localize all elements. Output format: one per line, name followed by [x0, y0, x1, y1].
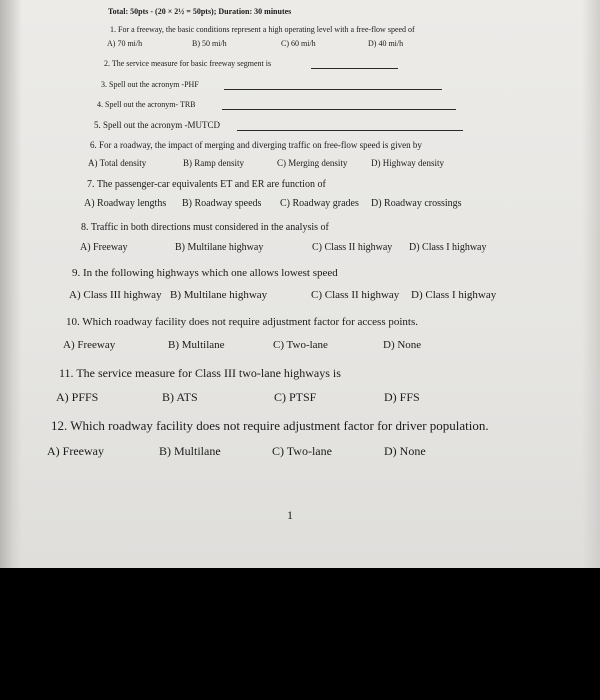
question-8-option-d: D) Class I highway — [409, 242, 487, 253]
question-9-text: 9. In the following highways which one allows lowest speed — [72, 267, 338, 279]
question-12-option-d: D) None — [384, 444, 426, 458]
page-number: 1 — [287, 508, 293, 522]
question-10-text: 10. Which roadway facility does not require adjustment factor for access points. — [66, 316, 418, 328]
question-1-option-d: D) 40 mi/h — [368, 39, 404, 48]
question-10-option-b: B) Multilane — [168, 339, 225, 351]
question-1-option-a: A) 70 mi/h — [107, 39, 143, 48]
question-11-text: 11. The service measure for Class III two-lane highways is — [59, 366, 341, 380]
question-10-option-c: C) Two-lane — [273, 339, 328, 351]
question-12-option-a: A) Freeway — [47, 444, 104, 458]
question-6-option-a: A) Total density — [88, 158, 147, 168]
question-7-option-d: D) Roadway crossings — [371, 198, 462, 209]
question-7-text: 7. The passenger-car equivalents ET and ER are function of — [87, 179, 326, 190]
question-8-option-b: B) Multilane highway — [175, 242, 264, 253]
question-8-option-a: A) Freeway — [80, 242, 128, 253]
question-3-answer-blank — [224, 89, 442, 90]
question-2-answer-blank — [311, 68, 398, 69]
question-7-option-c: C) Roadway grades — [280, 198, 359, 209]
question-4-answer-blank — [222, 109, 456, 110]
question-11-option-a: A) PFFS — [56, 390, 99, 404]
question-7-option-b: B) Roadway speeds — [182, 198, 262, 209]
question-10-option-a: A) Freeway — [63, 339, 116, 351]
question-9-option-d: D) Class I highway — [411, 289, 497, 301]
question-12-option-b: B) Multilane — [159, 444, 221, 458]
question-10-option-d: D) None — [383, 339, 422, 351]
page-shadow-right — [582, 0, 600, 568]
question-9-option-a: A) Class III highway — [69, 289, 162, 301]
exam-header: Total: 50pts - (20 × 2½ = 50pts); Duration: 30 minutes — [108, 7, 292, 16]
question-7-option-a: A) Roadway lengths — [84, 198, 167, 209]
question-5-answer-blank — [237, 130, 463, 131]
question-8-option-c: C) Class II highway — [312, 242, 393, 253]
question-6-option-b: B) Ramp density — [183, 158, 244, 168]
question-3-text: 3. Spell out the acronym -PHF — [101, 80, 199, 89]
question-12-option-c: C) Two-lane — [272, 444, 332, 458]
question-6-option-c: C) Merging density — [277, 158, 348, 168]
question-9-option-c: C) Class II highway — [311, 289, 400, 301]
question-1-option-b: B) 50 mi/h — [192, 39, 227, 48]
question-11-option-c: C) PTSF — [274, 390, 317, 404]
question-6-text: 6. For a roadway, the impact of merging and diverging traffic on free-flow speed is given by — [90, 140, 422, 150]
question-6-option-d: D) Highway density — [371, 158, 444, 168]
question-11-option-d: D) FFS — [384, 390, 420, 404]
question-4-text: 4. Spell out the acronym- TRB — [97, 100, 196, 109]
question-9-option-b: B) Multilane highway — [170, 289, 268, 301]
page-shadow-left — [0, 0, 22, 568]
black-background-area — [0, 568, 600, 700]
question-12-text: 12. Which roadway facility does not require adjustment factor for driver population. — [51, 418, 489, 433]
question-11-option-b: B) ATS — [162, 390, 198, 404]
question-1-text: 1. For a freeway, the basic conditions represent a high operating level with a free-flow speed of — [110, 25, 415, 34]
question-2-text: 2. The service measure for basic freeway segment is — [104, 59, 272, 68]
question-5-text: 5. Spell out the acronym -MUTCD — [94, 120, 220, 130]
question-8-text: 8. Traffic in both directions must considered in the analysis of — [81, 222, 329, 233]
question-1-option-c: C) 60 mi/h — [281, 39, 316, 48]
